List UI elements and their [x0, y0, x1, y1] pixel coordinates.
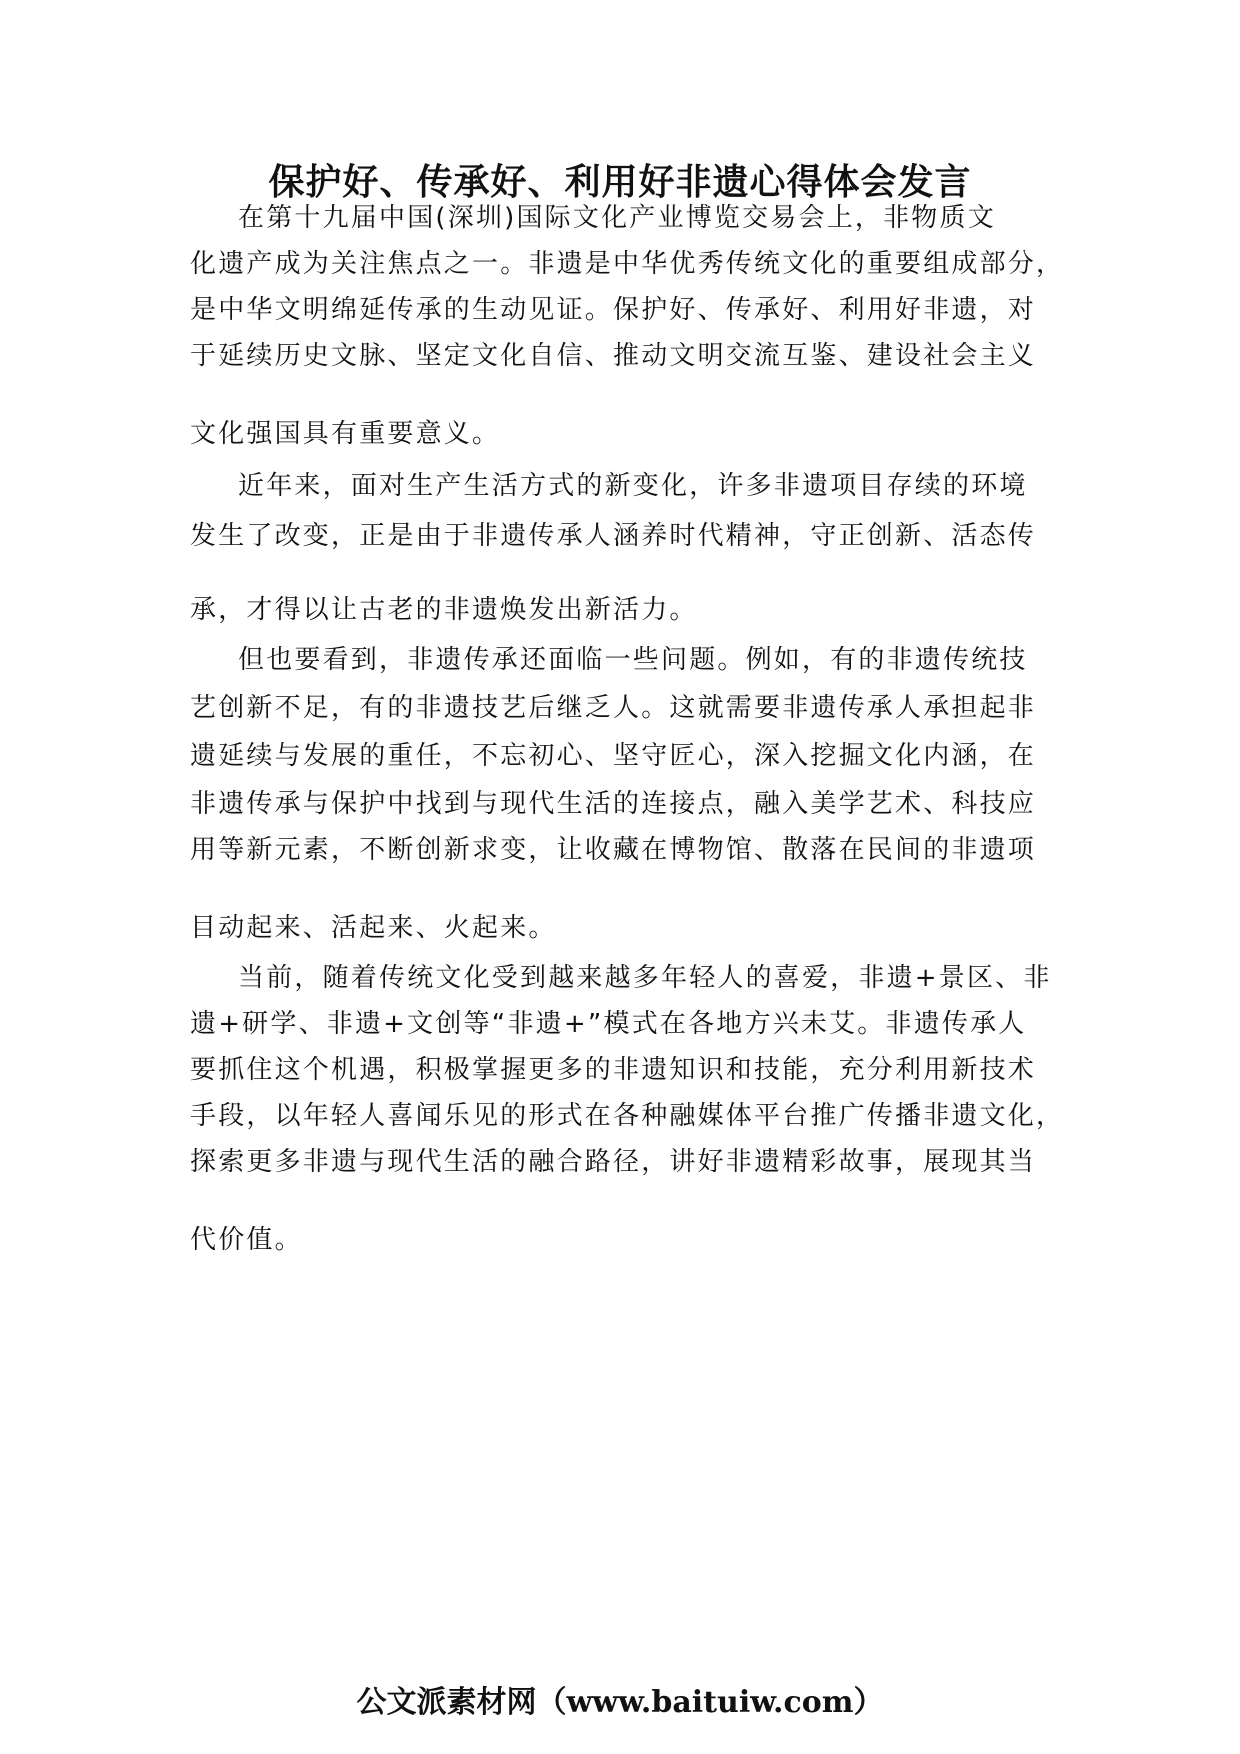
paragraph-1-line-1: 在第十九届中国(深圳)国际文化产业博览交易会上，非物质文	[238, 203, 996, 233]
paragraph-3-line-1: 但也要看到，非遗传承还面临一些问题。例如，有的非遗传统技	[238, 645, 1028, 675]
paragraph-1-line-5: 文化强国具有重要意义。	[190, 419, 501, 449]
paragraph-3-line-3: 遗延续与发展的重任，不忘初心、坚守匠心，深入挖掘文化内涵，在	[190, 741, 1037, 771]
paragraph-4-line-5: 探索更多非遗与现代生活的融合路径，讲好非遗精彩故事，展现其当	[190, 1147, 1037, 1177]
paragraph-4-line-4: 手段，以年轻人喜闻乐见的形式在各种融媒体平台推广传播非遗文化，	[190, 1101, 1065, 1131]
footer-watermark: 公文派素材网（www.baituiw.com）	[356, 1685, 884, 1720]
paragraph-4-line-1: 当前，随着传统文化受到越来越多年轻人的喜爱，非遗+景区、非	[238, 963, 1052, 993]
document-title: 保护好、传承好、利用好非遗心得体会发言	[268, 161, 972, 203]
paragraph-2-line-1: 近年来，面对生产生活方式的新变化，许多非遗项目存续的环境	[238, 471, 1028, 501]
paragraph-1-line-2: 化遗产成为关注焦点之一。非遗是中华优秀传统文化的重要组成部分，	[190, 249, 1065, 279]
paragraph-4-line-6: 代价值。	[190, 1225, 303, 1255]
paragraph-2-line-3: 承，才得以让古老的非遗焕发出新活力。	[190, 595, 698, 625]
document-body	[190, 198, 1070, 1255]
paragraph-2-line-2: 发生了改变，正是由于非遗传承人涵养时代精神，守正创新、活态传	[190, 521, 1037, 551]
paragraph-1-line-4: 于延续历史文脉、坚定文化自信、推动文明交流互鉴、建设社会主义	[190, 341, 1037, 371]
paragraph-3-line-5: 用等新元素，不断创新求变，让收藏在博物馆、散落在民间的非遗项	[190, 835, 1037, 865]
paragraph-3-line-2: 艺创新不足，有的非遗技艺后继乏人。这就需要非遗传承人承担起非	[190, 693, 1037, 723]
paragraph-4-line-3: 要抓住这个机遇，积极掌握更多的非遗知识和技能，充分利用新技术	[190, 1055, 1037, 1085]
paragraph-3-line-4: 非遗传承与保护中找到与现代生活的连接点，融入美学艺术、科技应	[190, 789, 1037, 819]
paragraph-4-line-2: 遗+研学、非遗+文创等“非遗+”模式在各地方兴未艾。非遗传承人	[190, 1009, 1027, 1039]
paragraph-1-line-3: 是中华文明绵延传承的生动见证。保护好、传承好、利用好非遗，对	[190, 295, 1037, 325]
paragraph-3-line-6: 目动起来、活起来、火起来。	[190, 913, 557, 943]
